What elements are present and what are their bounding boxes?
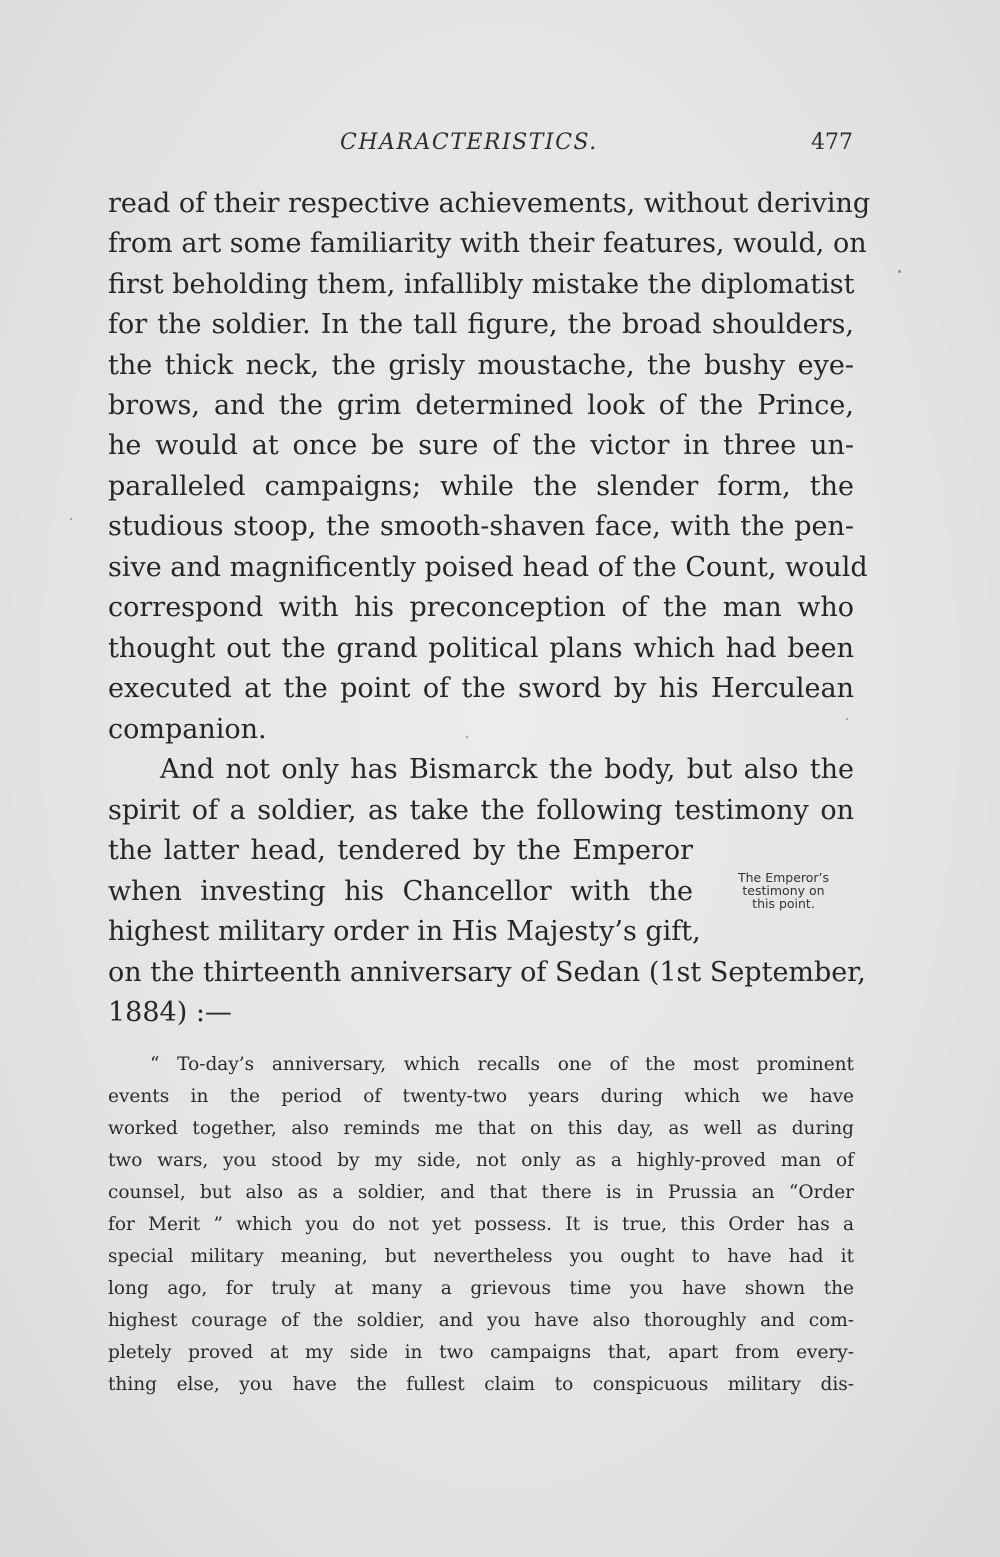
body-line: executed at the point of the sword by his Herculean bbox=[108, 673, 854, 704]
running-title: CHARACTERISTICS. bbox=[340, 130, 598, 155]
quote-line: long ago, for truly at many a grievous time you have shown the bbox=[108, 1278, 854, 1299]
body-line: companion. bbox=[108, 714, 267, 745]
running-head bbox=[108, 128, 853, 164]
quote-line: counsel, but also as a soldier, and that there is in Prussia an “Order bbox=[108, 1182, 854, 1203]
body-line: highest military order in His Majesty’s gift, bbox=[108, 916, 701, 947]
quote-line: worked together, also reminds me that on this day, as well as during bbox=[108, 1118, 854, 1139]
quote-line: two wars, you stood by my side, not only as a highly-proved man of bbox=[108, 1150, 854, 1171]
body-line: thought out the grand political plans which had been bbox=[108, 633, 854, 664]
quote-line: special military meaning, but nevertheless you ought to have had it bbox=[108, 1246, 854, 1267]
quote-line: for Merit ” which you do not yet possess. It is true, this Order has a bbox=[108, 1214, 854, 1235]
scan-speck bbox=[70, 518, 72, 520]
body-line: spirit of a soldier, as take the following testimony on bbox=[108, 795, 854, 826]
body-line: studious stoop, the smooth-shaven face, with the pen- bbox=[108, 511, 854, 542]
quote-line: pletely proved at my side in two campaigns that, apart from every- bbox=[108, 1342, 854, 1363]
quote-line: thing else, you have the fullest claim to conspicuous military dis- bbox=[108, 1374, 854, 1395]
quote-line: events in the period of twenty-two years during which we have bbox=[108, 1086, 854, 1107]
body-line: the thick neck, the grisly moustache, the bushy eye- bbox=[108, 350, 854, 381]
body-line: on the thirteenth anniversary of Sedan (1st September, bbox=[108, 957, 866, 988]
body-line: sive and magnificently poised head of the Count, would bbox=[108, 552, 868, 583]
margin-note-line: this point. bbox=[752, 896, 815, 911]
scan-speck bbox=[898, 270, 901, 273]
body-line: when investing his Chancellor with the bbox=[108, 876, 693, 907]
scan-speck bbox=[466, 736, 468, 738]
body-line: 1884) :— bbox=[108, 997, 232, 1028]
body-line: first beholding them, infallibly mistake the diplomatist bbox=[108, 269, 855, 300]
body-line: paralleled campaigns; while the slender form, the bbox=[108, 471, 854, 502]
body-line: brows, and the grim determined look of the Prince, bbox=[108, 390, 854, 421]
body-line: correspond with his preconception of the man who bbox=[108, 592, 854, 623]
margin-note-line: testimony on bbox=[742, 883, 825, 898]
quote-line: “ To-day’s anniversary, which recalls one of the most prominent bbox=[150, 1054, 854, 1075]
margin-note bbox=[716, 871, 851, 910]
body-line: he would at once be sure of the victor in three un- bbox=[108, 430, 854, 461]
scan-speck bbox=[846, 718, 848, 720]
body-line: And not only has Bismarck the body, but also the bbox=[160, 754, 854, 785]
body-line: for the soldier. In the tall figure, the broad shoulders, bbox=[108, 309, 854, 340]
quote-line: highest courage of the soldier, and you have also thoroughly and com- bbox=[108, 1310, 854, 1331]
body-line: read of their respective achievements, without deriving bbox=[108, 188, 871, 219]
page-number: 477 bbox=[811, 130, 853, 155]
body-line: from art some familiarity with their features, would, on bbox=[108, 228, 867, 259]
margin-note-line: The Emperor’s bbox=[737, 870, 830, 885]
body-line: the latter head, tendered by the Emperor bbox=[108, 835, 693, 866]
